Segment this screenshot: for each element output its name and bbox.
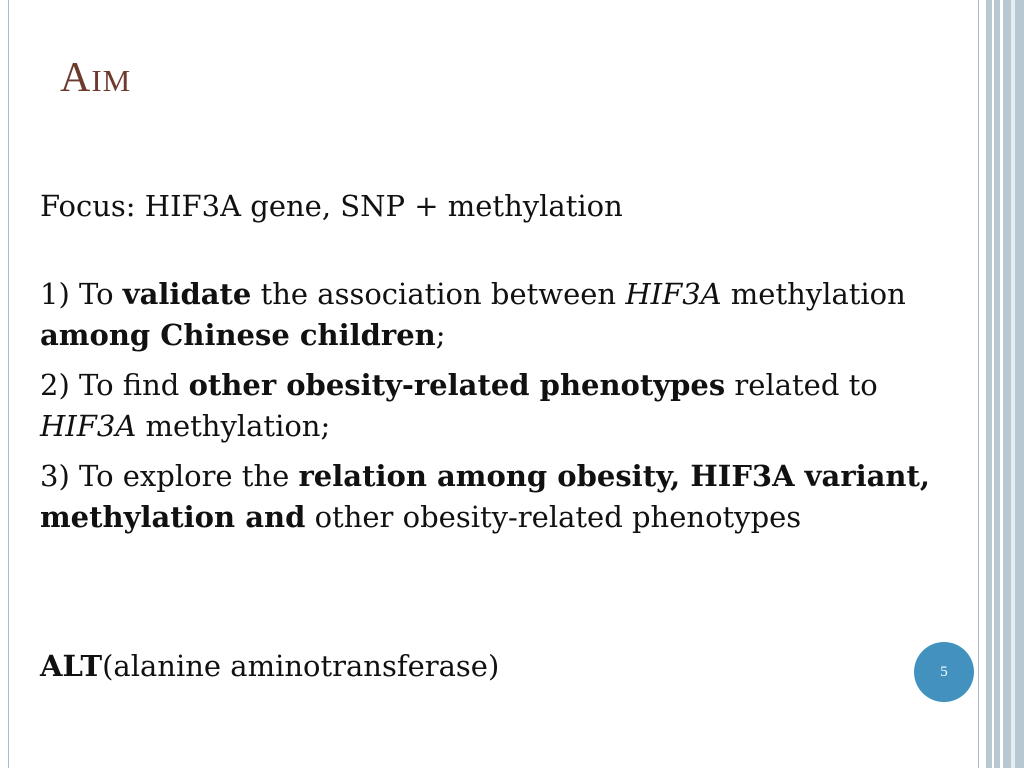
slide-left-border <box>8 0 9 768</box>
item1-bold-validate: validate <box>122 277 252 311</box>
item2-bold-phenotypes: other obesity-related phenotypes <box>188 368 726 402</box>
item1-italic-gene: HIF3A <box>625 277 722 311</box>
aim-item-3: 3) To explore the relation among obesity, HIF3A variant, methylation and other obesity-related phenotypes <box>40 459 930 534</box>
alt-abbreviation: ALT <box>40 649 103 683</box>
item1-bold-population: among Chinese children <box>40 318 436 352</box>
aim-item-1: 1) To validate the association between HIF3A methylation among Chinese children; <box>40 277 906 352</box>
title-first-letter: A <box>60 55 92 101</box>
page-number-badge <box>914 642 974 702</box>
page-number: 5 <box>940 663 948 680</box>
slide-title <box>60 54 131 102</box>
alt-definition <box>40 646 499 687</box>
slide-right-border <box>978 0 979 768</box>
title-rest: IM <box>91 63 132 98</box>
slide-body <box>40 186 978 547</box>
focus-line: Focus: HIF3A gene, SNP + methylation <box>40 189 623 223</box>
item2-italic-gene: HIF3A <box>40 409 137 443</box>
aim-item-2: 2) To find other obesity-related phenotypes related to HIF3A methylation; <box>40 368 878 443</box>
alt-expansion: (alanine aminotransferase) <box>102 649 500 683</box>
decorative-stripes <box>984 0 1024 768</box>
item3-bold-relation: relation among obesity, HIF3A variant, methylation and <box>40 459 930 534</box>
